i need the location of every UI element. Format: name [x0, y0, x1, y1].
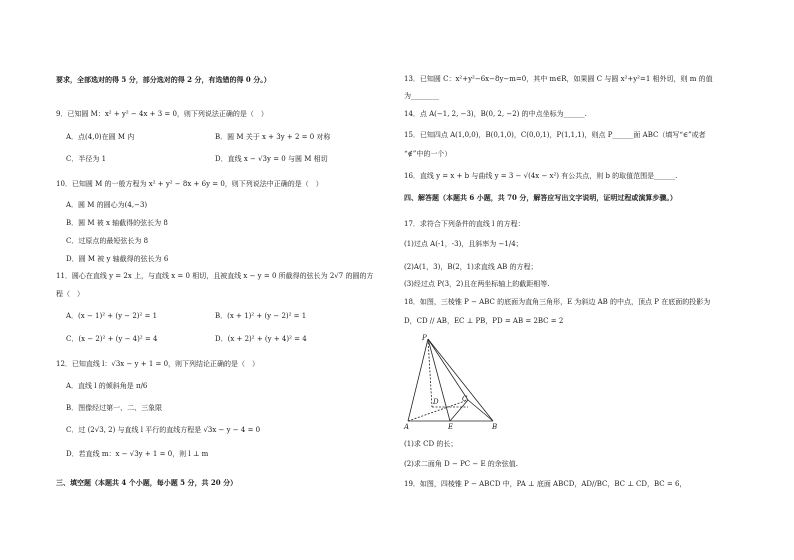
label-a: A	[404, 423, 410, 431]
multi-choice-note: 要求，全部选对的得 5 分，部分选对的得 2 分，有选错的得 0 分。）	[56, 75, 271, 84]
q11-option-d: D．(x + 2)² + (y + 4)² = 4	[215, 335, 307, 343]
q9-stem: 9．已知圆 M：x² + y² − 4x + 3 = 0，则下列说法正确的是（ ）	[56, 110, 268, 118]
q9-option-b: B．圆 M 关于 x + 3y + 2 = 0 对称	[215, 133, 331, 141]
q13-line2: 为________	[404, 92, 439, 100]
q11-stem-line2: 程（ ）	[56, 290, 84, 298]
q10-option-b: B．圆 M 被 x 轴截得的弦长为 8	[66, 219, 168, 227]
edge-pd-dashed	[428, 339, 432, 407]
edge-pa	[408, 339, 428, 421]
q17-part3: (3)经过点 P(3，2)且在两坐标轴上的截距相等.	[404, 280, 550, 288]
q9-option-d: D．直线 x − √3y = 0 与圆 M 相切	[215, 155, 328, 163]
q12-stem: 12．已知直线 l：√3x − y + 1 = 0，则下列结论正确的是（ ）	[56, 360, 260, 368]
q18-part1: (1)求 CD 的长；	[404, 440, 458, 448]
q14: 14．点 A(−1, 2, −3)，B(0, 2, −2) 的中点坐标为______.	[404, 110, 587, 118]
label-d: D	[433, 398, 439, 406]
label-c: C	[462, 395, 468, 403]
q12-option-b: B．图像经过第一、二、三象限	[66, 404, 163, 412]
q11-option-c: C．(x − 2)² + (y − 4)² = 4	[66, 335, 158, 343]
q18-line1: 18．如图，三棱锥 P − ABC 的底面为直角三角形，E 为斜边 AB 的中点，顶点 P 在底面的投影为	[404, 298, 711, 306]
section-3-heading: 三、填空题（本题共 4 个小题，每小题 5 分，共 20 分）	[56, 478, 238, 487]
q15-line2: “∉”中的一个）	[404, 150, 452, 158]
q17-part1: (1)过点 A(-1，-3)，且斜率为 −1/4；	[404, 240, 523, 248]
q9-option-a: A．点(4,0)在圆 M 内	[66, 133, 135, 141]
q18-part2: (2)求二面角 D − PC − E 的余弦值.	[404, 460, 519, 468]
q10-option-a: A．圆 M 的圆心为(4,−3)	[66, 201, 148, 209]
q9-option-c: C．半径为 1	[66, 155, 107, 163]
q10-option-d: D．圆 M 被 y 轴截得的弦长为 6	[66, 255, 169, 263]
q10-stem: 10．已知圆 M 的一般方程为 x² + y² − 8x + 6y = 0，则下列说法中正确的是（ ）	[56, 180, 323, 188]
section-4-heading: 四、解答题（本题共 6 小题，共 70 分，解答应写出文字说明，证明过程或演算步骤。）	[404, 193, 677, 202]
q17-stem: 17．求符合下列条件的直线 l 的方程：	[404, 220, 525, 228]
q17-part2: (2)A(1，3)，B(2，1)求直线 AB 的方程；	[404, 263, 538, 271]
edge-pe	[428, 339, 450, 421]
q15-line1: 15．已知四点 A(1,0,0)，B(0,1,0)，C(0,0,1)，P(1,1,1)，则点 P______面 ABC（填写“∈”或者	[404, 131, 706, 139]
q16: 16．直线 y = x + b 与曲线 y = 3 − √(4x − x²) 有公共点，则 b 的取值范围是______.	[404, 172, 678, 180]
q12-option-a: A．直线 l 的倾斜角是 π/6	[66, 382, 148, 390]
q11-option-b: B．(x + 1)² + (y − 2)² = 1	[215, 312, 307, 320]
q18-line2: D，CD // AB，EC ⊥ PB，PD = AB = 2BC = 2	[404, 317, 564, 325]
q13-line1: 13．已知圆 C：x²+y²−6x−8y−m=0，其中 m∈R，如果圆 C 与圆 x²+y²=1 相外切，则 m 的值	[404, 75, 713, 83]
edge-cb	[468, 400, 493, 421]
q11-stem-line1: 11．圆心在直线 y = 2x 上，与直线 x = 0 相切，且被直线 x − y = 0 所截得的弦长为 2√7 的圆的方	[56, 272, 374, 280]
q12-option-d: D．若直线 m：x − √3y + 1 = 0，则 l ⊥ m	[66, 450, 209, 458]
edge-pc	[428, 339, 468, 400]
label-p: P	[422, 334, 427, 342]
label-b: B	[492, 423, 498, 431]
q11-option-a: A．(x − 1)² + (y − 2)² = 1	[66, 312, 158, 320]
q19-stem: 19．如图，四棱锥 P − ABCD 中，PA ⊥ 底面 ABCD，AD//BC，BC ⊥ CD，BC = 6，	[404, 480, 687, 488]
pyramid-figure	[402, 333, 504, 431]
q10-option-c: C．过原点的最短弦长为 8	[66, 237, 149, 245]
label-e: E	[448, 423, 454, 431]
q12-option-c: C．过 (2√3, 2) 与直线 l 平行的直线方程是 √3x − y − 4 = 0	[66, 426, 261, 434]
